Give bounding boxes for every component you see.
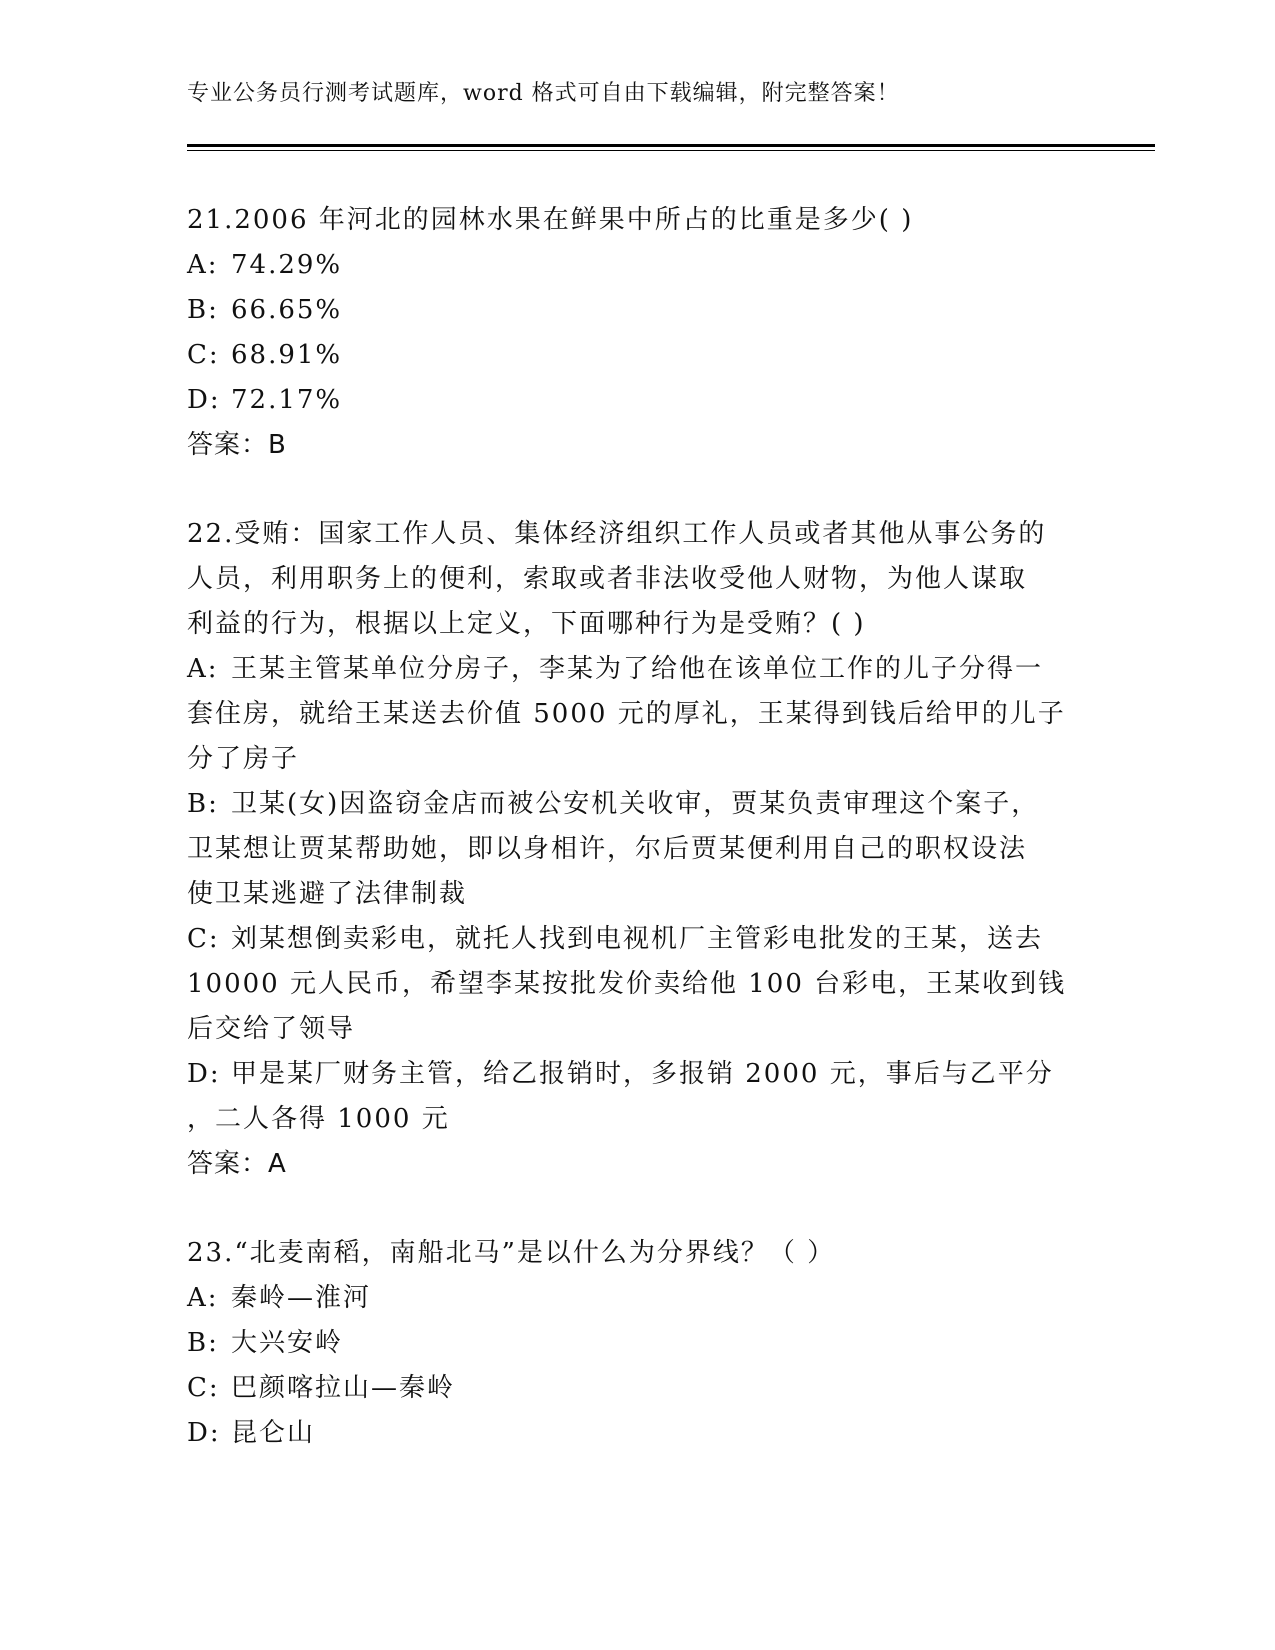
option-line <box>187 288 1087 333</box>
option-letter: D: <box>187 1059 221 1089</box>
option-line <box>187 962 1087 1007</box>
option-text: 巴颜喀拉山—秦岭 <box>231 1373 456 1403</box>
option-text: 刘某想倒卖彩电，就托人找到电视机厂主管彩电批发的王某，送去 <box>231 924 1044 954</box>
question-23 <box>187 1231 1087 1456</box>
option-line <box>187 333 1087 378</box>
question-21 <box>187 198 1087 468</box>
option-c <box>187 1366 1087 1411</box>
question-stem-line: 21.2006 年河北的园林水果在鲜果中所占的比重是多少( ) <box>187 205 914 235</box>
option-line <box>187 1097 1087 1142</box>
option-letter: C: <box>187 924 220 954</box>
option-letter: A: <box>187 654 219 684</box>
header-rule-thin <box>187 150 1155 151</box>
option-letter: C: <box>187 340 220 370</box>
option-text: 分了房子 <box>187 744 300 774</box>
option-b <box>187 288 1087 333</box>
option-a <box>187 647 1087 782</box>
option-text: 昆仑山 <box>231 1418 316 1448</box>
option-d <box>187 1052 1087 1142</box>
option-line <box>187 827 1087 872</box>
option-line <box>187 1052 1087 1097</box>
option-text: 秦岭—淮河 <box>231 1283 372 1313</box>
option-text: 使卫某逃避了法律制裁 <box>187 879 468 909</box>
option-letter: D: <box>187 385 221 415</box>
option-line <box>187 782 1087 827</box>
option-text: 后交给了领导 <box>187 1014 356 1044</box>
option-line <box>187 1321 1087 1366</box>
option-letter: B: <box>187 295 219 325</box>
answer-label: 答案：B <box>187 430 287 460</box>
option-text: 卫某想让贾某帮助她，即以身相许，尔后贾某便利用自己的职权设法 <box>187 834 1028 864</box>
option-text: ，二人各得 1000 元 <box>187 1104 450 1134</box>
question-stem-line: 人员，利用职务上的便利，索取或者非法收受他人财物，为他人谋取 <box>187 564 1028 594</box>
option-line <box>187 647 1087 692</box>
option-line <box>187 1276 1087 1321</box>
option-letter: A: <box>187 250 219 280</box>
option-text: 套住房，就给王某送去价值 5000 元的厚礼，王某得到钱后给甲的儿子 <box>187 699 1066 729</box>
option-letter: A: <box>187 1283 219 1313</box>
option-b <box>187 1321 1087 1366</box>
option-b <box>187 782 1087 917</box>
option-letter: C: <box>187 1373 220 1403</box>
option-text: 74.29% <box>231 250 343 280</box>
option-line <box>187 1366 1087 1411</box>
question-list <box>187 198 1087 1500</box>
option-c <box>187 333 1087 378</box>
option-line <box>187 243 1087 288</box>
question-stem-line: 22.受贿：国家工作人员、集体经济组织工作人员或者其他从事公务的 <box>187 519 1047 549</box>
option-letter: B: <box>187 1328 219 1358</box>
option-letter: D: <box>187 1418 221 1448</box>
option-line <box>187 1007 1087 1052</box>
option-a <box>187 243 1087 288</box>
option-line <box>187 1411 1087 1456</box>
option-c <box>187 917 1087 1052</box>
option-text: 10000 元人民币，希望李某按批发价卖给他 100 台彩电，王某收到钱 <box>187 969 1067 999</box>
header-rule <box>187 144 1155 147</box>
option-letter: B: <box>187 789 219 819</box>
option-d <box>187 378 1087 423</box>
option-text: 72.17% <box>231 385 343 415</box>
option-line <box>187 872 1087 917</box>
question-stem-line: 利益的行为，根据以上定义，下面哪种行为是受贿？( ) <box>187 609 866 639</box>
option-text: 王某主管某单位分房子，李某为了给他在该单位工作的儿子分得一 <box>231 654 1044 684</box>
question-stem-line: 23.“北麦南稻，南船北马”是以什么为分界线？（ ） <box>187 1238 836 1268</box>
option-a <box>187 1276 1087 1321</box>
option-line <box>187 378 1087 423</box>
header-note: 专业公务员行测考试题库，word 格式可自由下载编辑，附完整答案！ <box>187 81 900 106</box>
option-text: 甲是某厂财务主管，给乙报销时，多报销 2000 元，事后与乙平分 <box>231 1059 1054 1089</box>
option-text: 66.65% <box>231 295 343 325</box>
option-text: 卫某(女)因盗窃金店而被公安机关收审，贾某负责审理这个案子， <box>231 789 1040 819</box>
option-text: 68.91% <box>231 340 343 370</box>
option-line <box>187 737 1087 782</box>
answer-label: 答案：A <box>187 1149 287 1179</box>
option-line <box>187 692 1087 737</box>
option-line <box>187 917 1087 962</box>
option-text: 大兴安岭 <box>231 1328 344 1358</box>
option-d <box>187 1411 1087 1456</box>
question-22 <box>187 512 1087 1187</box>
